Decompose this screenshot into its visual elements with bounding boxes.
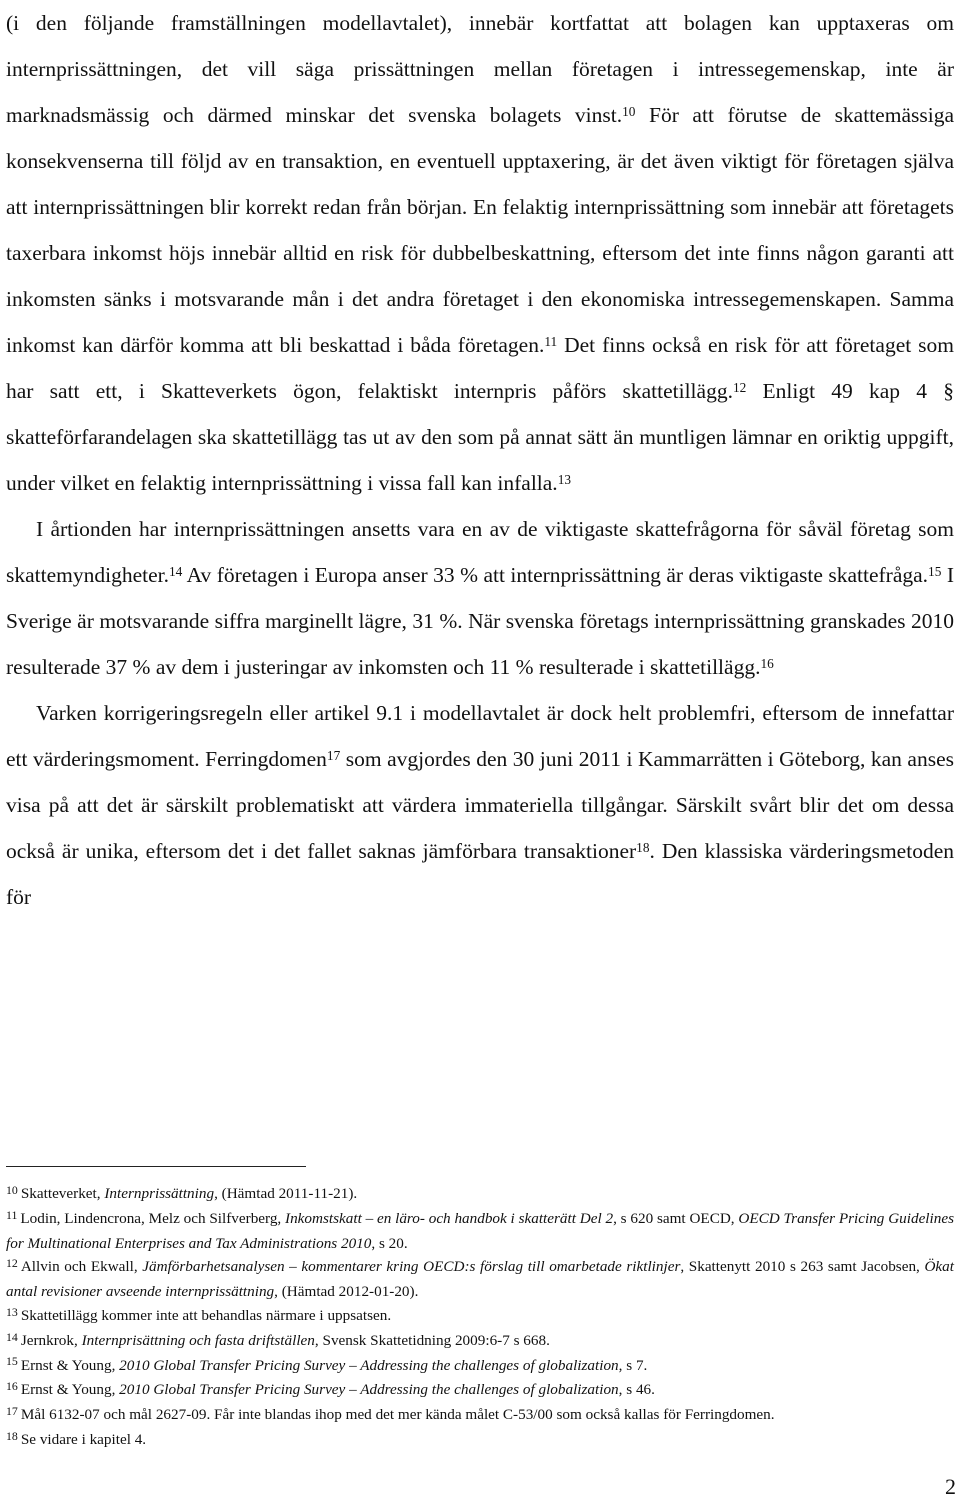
footnote-ref-14[interactable]: 14 (169, 564, 183, 580)
footnote-15: $^{15}$ Ernst & Young, 2010 Global Transfer Pricing Survey – Addressing the challenges of globalization, s 7. (6, 1354, 648, 1374)
footnote-16: $^{16}$ Ernst & Young, 2010 Global Transfer Pricing Survey – Addressing the challenges of globalization, s 46. (6, 1379, 655, 1399)
footnote-ref-12[interactable]: 12 (732, 380, 747, 396)
footnote-18: $^{18}$ Se vidare i kapitel 4. (6, 1428, 147, 1448)
footnote-ref-16[interactable]: 16 (760, 656, 774, 672)
footnote-ref-10[interactable]: 10 (622, 104, 636, 120)
footnote-divider (6, 1166, 306, 1167)
footnote-ref-15[interactable]: 15 (928, 564, 942, 580)
paragraph-3: Varken korrigeringsregeln eller artikel 9.1 i modellavtalet är dock helt problemfri, eftersom de innefattar ett värderingsmoment. Ferringdomen$^{17}$ som avgjordes den 30 juni 2011 i Kammarrätten i Göteborg, kan anses visa på att det är särskilt problematiskt att värdera immateriella tillgångar. Särskilt svårt blir det om dessa också är unika, eftersom det i det fallet saknas jämförbara transaktioner$^{18}$. Den klassiska värderingsmetoden för (6, 701, 954, 909)
page-number: 2 (945, 1474, 956, 1499)
footnote-ref-13[interactable]: 13 (557, 472, 572, 488)
footnote-14: $^{14}$ Jernkrok, Internprisättning och fasta driftställen, Svensk Skattetidning 2009:6-7 s 668. (6, 1329, 550, 1349)
footnote-10: $^{10}$ Skatteverket, Internprissättning, (Hämtad 2011-11-21). (6, 1182, 358, 1202)
footnote-ref-11[interactable]: 11 (544, 334, 558, 350)
footnotes (6, 1182, 954, 1453)
footnote-11: $^{11}$ Lodin, Lindencrona, Melz och Silfverberg, Inkomstskatt – en läro- och handbok i skatterätt Del 2, s 620 samt OECD, OECD Transfer Pricing Guidelines for Multinational Enterprises and Tax Administrations 2010, s 20. (6, 1207, 954, 1252)
paragraph-1: (i den följande framställningen modellavtalet), innebär kortfattat att bolagen kan upptaxeras om internprissättningen, det vill säga prissättningen mellan företagen i intressegemenskap, inte är marknadsmässig och därmed minskar det svenska bolagets vinst.$^{10}$ För att förutse de skattemässiga konsekvenserna till följd av en transaktion, en eventuell upptaxering, är det även viktigt för företagen själva att internprissättningen blir korrekt redan från början. En felaktig internprissättning som innebär att företagets taxerbara inkomst höjs innebär alltid en risk för dubbelbeskattning, eftersom det inte finns någon garanti att inkomsten sänks i motsvarande mån i det andra företaget i den ekonomiska intressegemenskapen. Samma inkomst kan därför komma att bli beskattad i båda företagen.$^{11}$ Det finns också en risk för att företaget som har satt ett, i Skatteverkets ögon, felaktiskt internpris påförs skattetillägg.$^{12}$ Enligt 49 kap 4 § skatteförfarandelagen ska skattetillägg tas ut av den som på annat sätt än muntligen lämnar en oriktig uppgift, under vilket en felaktig internprissättning i vissa fall kan infalla.$^{13}$ (6, 11, 954, 495)
footnote-17: $^{17}$ Mål 6132-07 och mål 2627-09. Får inte blandas ihop med det mer kända målet C-53/00 som också kallas för Ferringdomen. (6, 1404, 775, 1424)
footnote-12: $^{12}$ Allvin och Ekwall, Jämförbarhetsanalysen – kommentarer kring OECD:s förslag till omarbetade riktlinjer, Skattenytt 2010 s 263 samt Jacobsen, Ökat antal revisioner avseende internprissättning, (Hämtad 2012-01-20). (6, 1256, 954, 1301)
body-text (6, 0, 954, 920)
footnote-13: $^{13}$ Skattetillägg kommer inte att behandlas närmare i uppsatsen. (6, 1304, 392, 1324)
footnote-ref-18[interactable]: 18 (636, 840, 650, 856)
paragraph-2: I årtionden har internprissättningen ansetts vara en av de viktigaste skattefrågorna för såväl företag som skattemyndigheter.$^{14}$ Av företagen i Europa anser 33 % att internprissättning är deras viktigaste skattefråga.$^{15}$ I Sverige är motsvarande siffra marginellt lägre, 31 %. När svenska företags internprissättning granskades 2010 resulterade 37 % av dem i justeringar av inkomsten och 11 % resulterade i skattetillägg.$^{16}$ (6, 517, 954, 679)
footnote-ref-17[interactable]: 17 (326, 748, 341, 764)
